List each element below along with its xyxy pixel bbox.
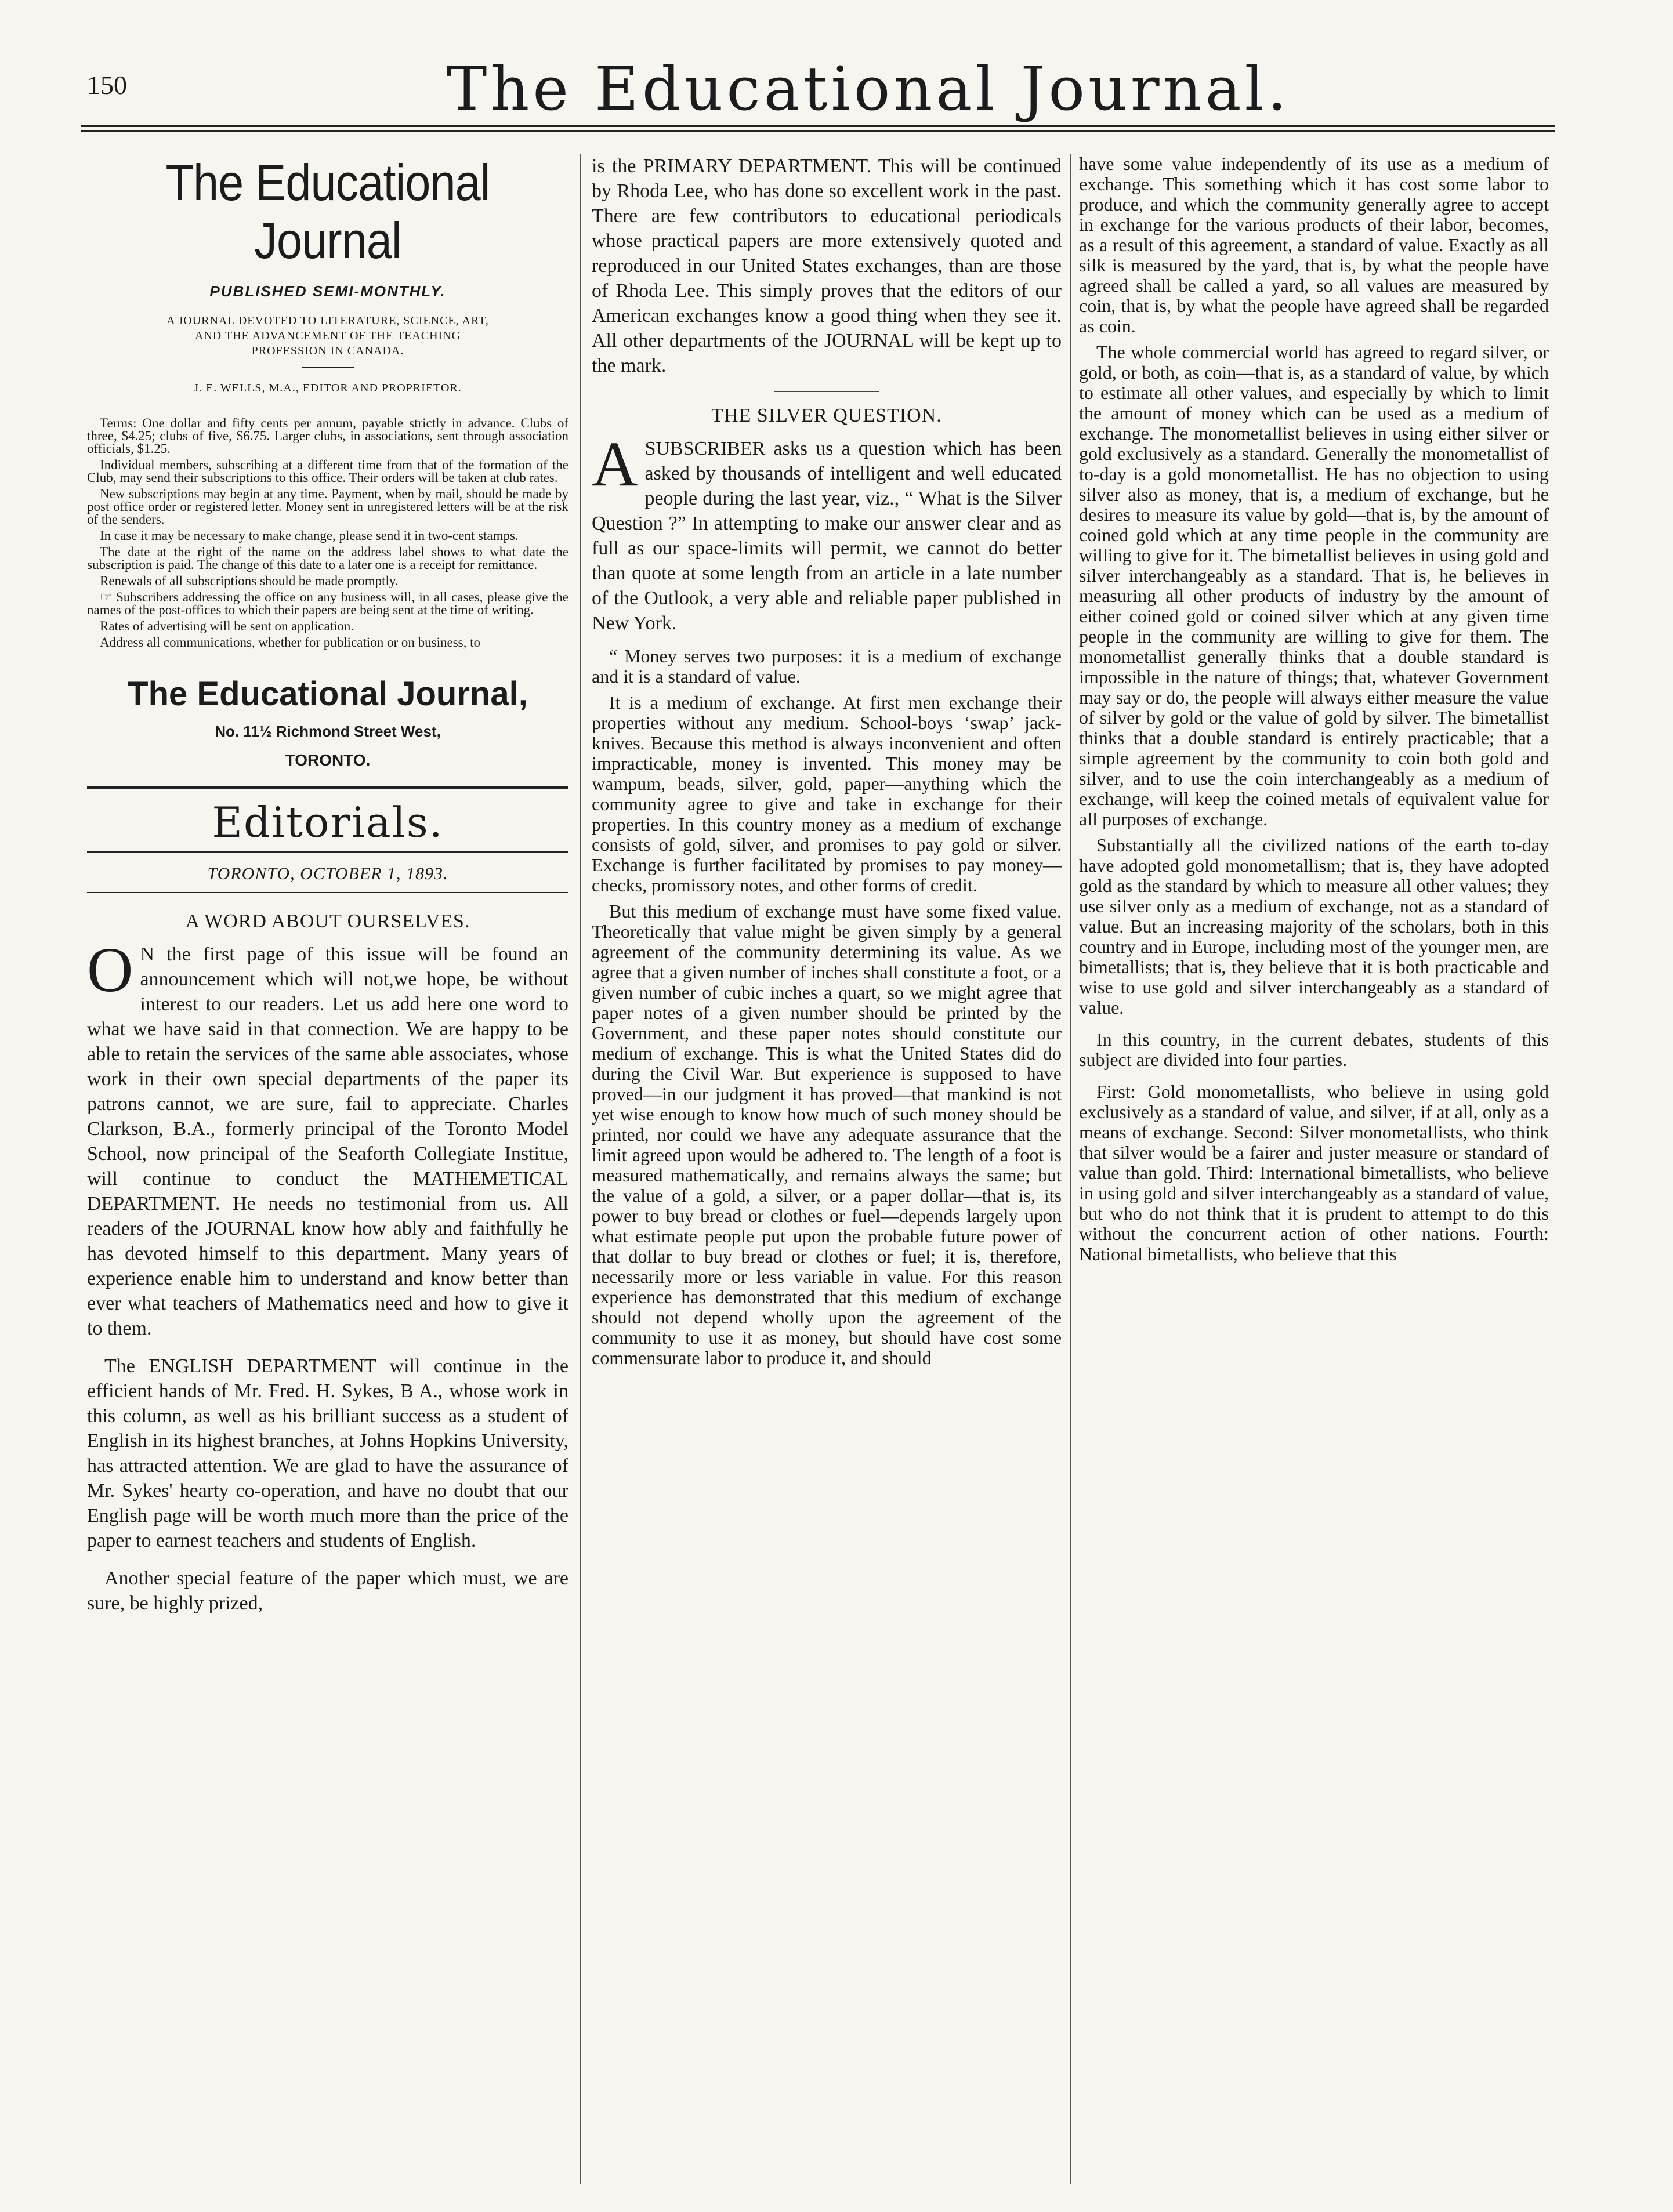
drop-cap: O [87,934,133,1005]
masthead-description-line: A JOURNAL DEVOTED TO LITERATURE, SCIENCE, ART, [166,314,489,327]
section-title: Editorials. [212,798,444,847]
article-paragraph: Substantially all the civilized nations of the earth to-day have adopted gold monometallism; that is, they have adopted gold as the standard by which to measure all other values; they use silver only as a medium of exchange, not as a standard of value. But an increasing majority of the scholars, both in this country and in Europe, including most of the younger men, are bimetallists; that is, they believe that it is both practicable and wise to use gold and silver interchangeably as a standard of value. [1079,835,1549,1018]
address-title: The Educational Journal, [128,675,528,713]
article-paragraph: First: Gold monometallists, who believe in using gold exclusively as a standard of value, and silver, if at all, only as a means of exchange. Second: Silver monometallists, who think that silver would be a fairer and juster measure or standard of value than gold. Third: International bimetallists, who believe in using gold and silver interchangeably as a standard of value, but who do not think that it is prudent to attempt to do this without the concurrent action of other nations. Fourth: National bimetallists, who believe that this [1079,1081,1549,1264]
terms-paragraph: Rates of advertising will be sent on application. [100,619,354,633]
article-paragraph: The whole commercial world has agreed to regard silver, or gold, or both, as coin—that is, as a standard of value, by which to estimate all other values, and especially by which to limit the amount of money which can be used as a medium of exchange. The monometallist believes in using either silver or gold exclusively as a standard. Generally the monometallist of to-day is a gold monometallist. He has no objection to using silver also as money, that is, a medium of exchange, but he desires to measure its value by gold—that is, by the amount of coined gold which at any time people in the community are willing to give for it. The bimetallist believes in using gold and silver interchangeably as a standard. That is, he believes in measuring all other products of industry by the amount of either coined gold or coined silver which at any given time people in the community are willing to give for them. The monometallist generally thinks that a double standard is impossible in the nature of things; that, whatever Government may say or do, the people will always either measure the value of silver by gold or the value of gold by silver. The bimetallist thinks that a double standard is entirely practicable; that a simple agreement by the community to coin both gold and silver, and to use the coin interchangeably as a medium of exchange, will keep the coined metals of equivalent value for all purposes of exchange. [1079,342,1549,829]
column-middle [592,154,1062,2189]
masthead-title: The Educational Journal [165,154,490,269]
column-divider [580,154,581,2184]
short-rule [302,367,354,368]
terms-paragraph: The date at the right of the name on the address label shows to what date the subscription is paid. The change of this date to a later one is a receipt for remittance. [87,545,568,572]
article-paragraph: The ENGLISH DEPARTMENT will continue in the efficient hands of Mr. Fred. H. Sykes, B A., whose work in this column, as well as his brilliant success as a student of English in its highest branches, at Johns Hopkins University, has attracted attention. We are glad to have the assurance of Mr. Sykes' hearty co-operation, and have no doubt that our English page will be worth much more than the price of the paper to earnest teachers and students of English. [87,1355,568,1551]
terms-paragraph: ☞ Subscribers addressing the office on any business will, in all cases, please give the names of the post-offices to which their papers are being sent at the time of writing. [87,590,568,617]
article-divider [774,391,879,392]
article-headline: THE SILVER QUESTION. [711,405,942,426]
article-paragraph: “ Money serves two purposes: it is a medium of exchange and it is a standard of value. [592,646,1062,687]
masthead-description [87,313,568,358]
article-paragraph: In this country, in the current debates, students of this subject are divided into four parties. [1079,1029,1549,1070]
dateline: TORONTO, OCTOBER 1, 1893. [207,864,448,883]
article-paragraph: But this medium of exchange must have some fixed value. Theoretically that value might be given simply by a general agreement of the community determining its value. As we agree that a given number of inches shall constitute a foot, or a given number of cubic inches a quart, so we might agree that paper notes of a given number should be printed by the Government, and these paper notes should constitute our medium of exchange. This is what the United States did do during the Civil War. But experience is supposed to have proved—in our judgment it has proved—that mankind is not yet wise enough to know how much of such money should be printed, nor could we have any adequate assurance that the limit agreed upon would be adhered to. The length of a foot is measured mathematically, and remains always the same; but the value of a gold, a silver, or a paper dollar—that is, its power to buy bread or clothes or fuel—depends largely upon what estimate people put upon the probable future power of that dollar to buy bread or clothes or fuel; it is, therefore, necessarily more or less variable in value. For this reason experience has demonstrated that this medium of exchange should not depend wholly upon the agreement of the community to use it as money, but should have cost some commensurate labor to produce it, and should [592,901,1062,1368]
masthead-subtitle: PUBLISHED SEMI-MONTHLY. [209,282,446,300]
masthead-description-line: PROFESSION IN CANADA. [251,345,404,357]
masthead-description-line: AND THE ADVANCEMENT OF THE TEACHING [194,329,461,342]
article-paragraph: It is a medium of exchange. At first men exchange their properties without any medium. School-boys ‘swap’ jack-knives. Because this method is always inconvenient and often impracticable, money is invented. This money may be wampum, beads, silver, gold, paper—anything which the community agree to give and take in exchange for their properties. In this country money as a medium of exchange consists of gold, silver, and promises to pay gold or silver. Exchange is further facilitated by promises to pay money—checks, promissory notes, and other forms of credit. [592,692,1062,895]
page-number: 150 [87,70,127,100]
column-right [1079,154,1549,2189]
article-lead [592,429,1062,636]
article-lead [87,934,568,1341]
terms-paragraph: In case it may be necessary to make change, please send it in two-cent stamps. [100,528,519,543]
terms-paragraph: Individual members, subscribing at a different time from that of the formation of the Club, may send their subscriptions to this office. Their orders will be taken at club rates. [87,458,568,485]
column-divider [1070,154,1071,2184]
article-paragraph: SUBSCRIBER asks us a question which has been asked by thousands of intelligent and well educated people during the last year, viz., “ What is the Silver Question ?” In attempting to make our answer clear and as full as our space-limits will permit, we cannot do better than quote at some length from an article in a late number of the Outlook, a very able and reliable paper published in New York. [592,438,1062,634]
section-rule [87,851,568,853]
section-rule [87,786,568,789]
article-paragraph: N the first page of this issue will be found an announcement which will not,we hope, be without interest to our readers. Let us add here one word to what we have said in that connection. We are happy to be able to retain the services of the same able associates, whose work in their own special departments of the paper its patrons cannot, we are sure, fail to appreciate. Charles Clarkson, B.A., formerly principal of the Toronto Model School, now principal of the Seaforth Collegiate Institue, will continue to conduct the MATHEMETICAL DEPARTMENT. He needs no testimonial from us. All readers of the JOURNAL know how ably and faithfully he has devoted himself to this department. Many years of experience enable him to understand and know better than ever what teachers of Mathematics need and how to give it to them. [87,944,568,1339]
header-rule [81,125,1555,132]
section-rule [87,892,568,893]
article-paragraph: Another special feature of the paper which must, we are sure, be highly prized, [87,1568,568,1614]
address-street: No. 11½ Richmond Street West, [215,723,441,740]
editor-line: J. E. WELLS, M.A., EDITOR AND PROPRIETOR. [194,382,462,394]
page-header [87,53,1549,128]
terms-paragraph: New subscriptions may begin at any time. Payment, when by mail, should be made by post office order or registered letter. Money sent in unregistered letters will be at the risk of the senders. [87,487,568,527]
column-left [87,154,568,2189]
terms-paragraph: Terms: One dollar and fifty cents per annum, payable strictly in advance. Clubs of three, $4.25; clubs of five, $6.75. Larger clubs, in associations, sent through association officials, $1.25. [87,416,568,456]
article-paragraph: is the PRIMARY DEPARTMENT. This will be continued by Rhoda Lee, who has done so excellent work in the past. There are few contributors to educational periodicals whose practical papers are more extensively quoted and reproduced in our United States exchanges, than are those of Rhoda Lee. This simply proves that the editors of our American exchanges know a good thing when they see it. All other departments of the JOURNAL will be kept up to the mark. [592,155,1062,376]
drop-cap: A [592,429,638,499]
running-title: The Educational Journal. [447,53,1290,124]
article-headline: A WORD ABOUT OURSELVES. [185,911,470,932]
terms-paragraph: Renewals of all subscriptions should be made promptly. [100,574,399,588]
article-paragraph: have some value independently of its use as a medium of exchange. This something which it has cost some labor to produce, and which the community generally agree to accept in exchange for the various products of their labor, becomes, as a result of this agreement, a standard of value. Exactly as all silk is measured by the yard, that is, by what the people have agreed shall be called a yard, so all values are measured by coin, that is, by what the people have agreed shall be regarded as coin. [1079,154,1549,336]
terms-paragraph: Address all communications, whether for publication or on business, to [100,635,481,650]
address-city: TORONTO. [285,751,371,769]
